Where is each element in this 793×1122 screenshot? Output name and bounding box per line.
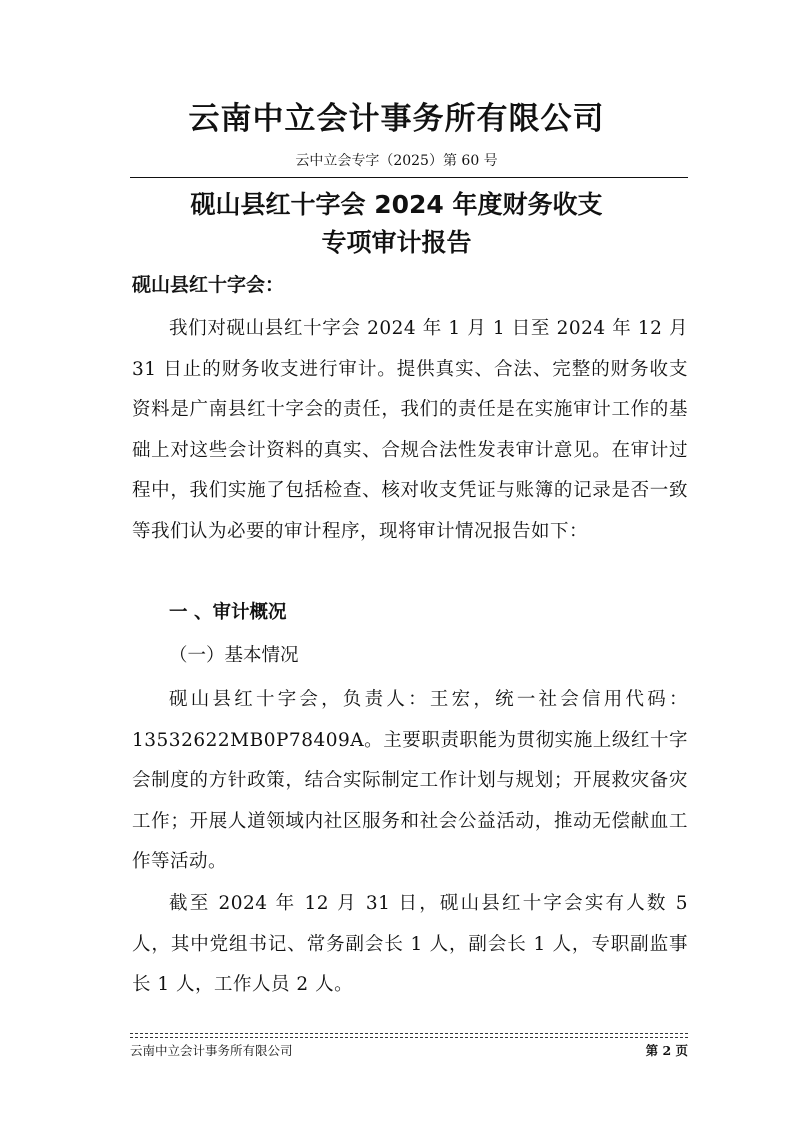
header-divider: [130, 177, 688, 178]
report-title-line-2: 专项审计报告: [321, 228, 472, 257]
subsection-heading-basic-info: （一）基本情况: [169, 645, 299, 666]
document-number: 云中立会专字（2025）第 60 号: [295, 153, 498, 169]
staffing-paragraph: 截至 2024 年 12 月 31 日，砚山县红十字会实有人数 5 人，其中党组书记、常务副会长 1 人，副会长 1 人，专职副监事长 1 人，工作人员 2 人。: [132, 893, 688, 995]
page-number: 第 2 页: [645, 1043, 688, 1058]
firm-name-header: 云南中立会计事务所有限公司: [188, 101, 605, 137]
footer-firm-name: 云南中立会计事务所有限公司: [130, 1043, 293, 1058]
footer-divider-bottom: [130, 1037, 688, 1038]
section-heading-audit-overview: 一 、审计概况: [169, 602, 287, 623]
basic-info-paragraph: 砚山县红十字会，负责人：王宏，统一社会信用代码：13532622MB0P78409A。主要职责职能为贯彻实施上级红十字会制度的方针政策，结合实际制定工作计划与规划；开展救灾备灾工作；开展人道领域内社区服务和社会公益活动，推动无偿献血工作等活动。: [132, 689, 688, 872]
intro-paragraph: 我们对砚山县红十字会 2024 年 1 月 1 日至 2024 年 12 月 31 日止的财务收支进行审计。提供真实、合法、完整的财务收支资料是广南县红十字会的责任，我们的责任是在实施审计工作的基础上对这些会计资料的真实、合规合法性发表审计意见。在审计过程中，我们实施了包括检查、核对收支凭证与账簿的记录是否一致等我们认为必要的审计程序，现将审计情况报告如下：: [132, 318, 688, 542]
footer-divider-top: [130, 1033, 688, 1034]
report-title-line-1: 砚山县红十字会 2024 年度财务收支: [190, 190, 603, 219]
addressee: 砚山县红十字会：: [132, 274, 285, 296]
